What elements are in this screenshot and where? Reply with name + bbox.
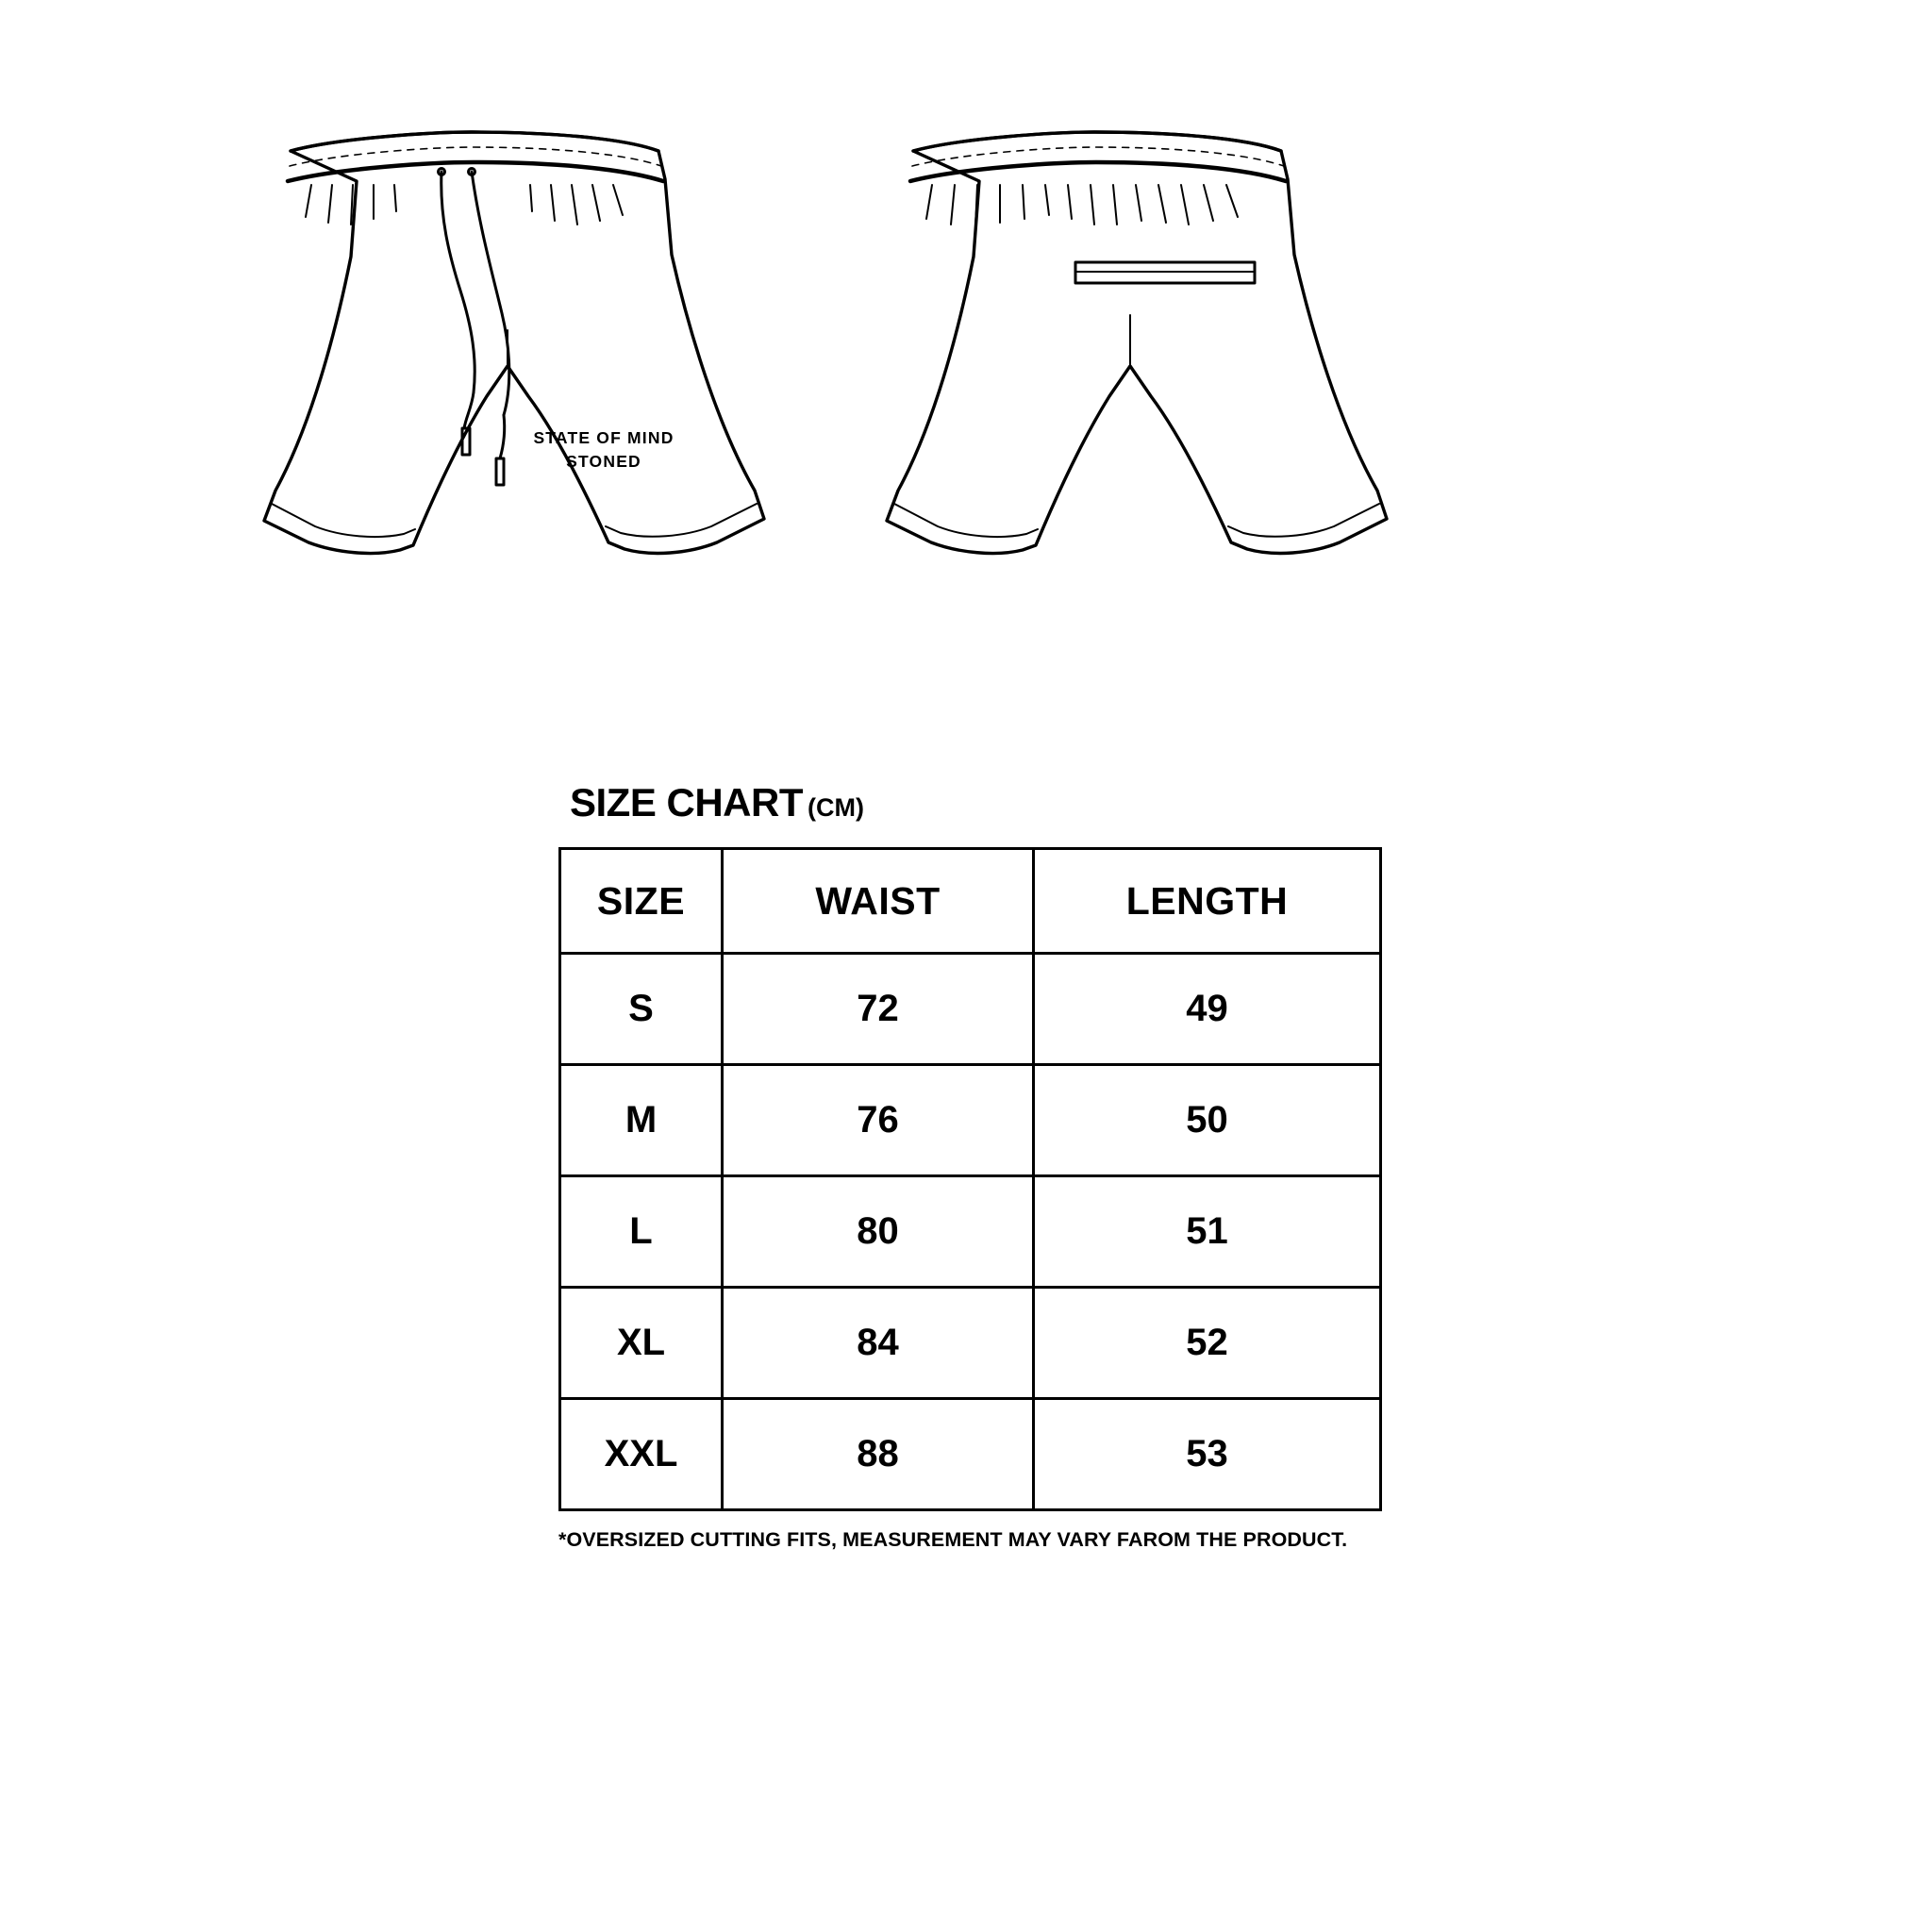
table-row	[560, 1065, 1381, 1176]
cell-waist: 84	[723, 1288, 1034, 1399]
shorts-front-technical-flat	[264, 132, 764, 553]
chart-title-text: SIZE CHART	[570, 780, 803, 824]
cell-size: M	[560, 1065, 723, 1176]
back-welt-pocket	[1075, 262, 1255, 283]
size-chart-table	[558, 847, 1382, 1511]
table-row	[560, 1176, 1381, 1288]
product-illustrations	[0, 113, 1932, 641]
cell-waist: 88	[723, 1399, 1034, 1510]
size-chart-block	[558, 780, 1379, 1552]
chart-unit-text: (CM)	[808, 793, 864, 822]
cell-length: 49	[1034, 954, 1381, 1065]
shorts-flats-svg	[0, 113, 1932, 641]
cell-length: 52	[1034, 1288, 1381, 1399]
cell-waist: 72	[723, 954, 1034, 1065]
cell-waist: 80	[723, 1176, 1034, 1288]
column-header-waist: WAIST	[723, 849, 1034, 954]
shorts-back-technical-flat	[887, 132, 1387, 553]
column-header-length: LENGTH	[1034, 849, 1381, 954]
cell-waist: 76	[723, 1065, 1034, 1176]
table-body	[560, 954, 1381, 1510]
cell-size: XXL	[560, 1399, 723, 1510]
cell-length: 53	[1034, 1399, 1381, 1510]
measurement-disclaimer: *OVERSIZED CUTTING FITS, MEASUREMENT MAY VARY FAROM THE PRODUCT.	[558, 1528, 1348, 1551]
cell-size: L	[560, 1176, 723, 1288]
brand-line-2: STONED	[566, 452, 641, 471]
table-row	[560, 1399, 1381, 1510]
cell-size: S	[560, 954, 723, 1065]
cell-length: 50	[1034, 1065, 1381, 1176]
cell-size: XL	[560, 1288, 723, 1399]
page-title	[570, 780, 1379, 824]
front-brand-graphic	[533, 428, 674, 471]
table-row	[560, 1288, 1381, 1399]
table-head	[560, 849, 1381, 954]
brand-line-1: STATE OF MIND	[533, 428, 675, 447]
cell-length: 51	[1034, 1176, 1381, 1288]
column-header-size: SIZE	[560, 849, 723, 954]
table-header-row	[560, 849, 1381, 954]
table-row	[560, 954, 1381, 1065]
